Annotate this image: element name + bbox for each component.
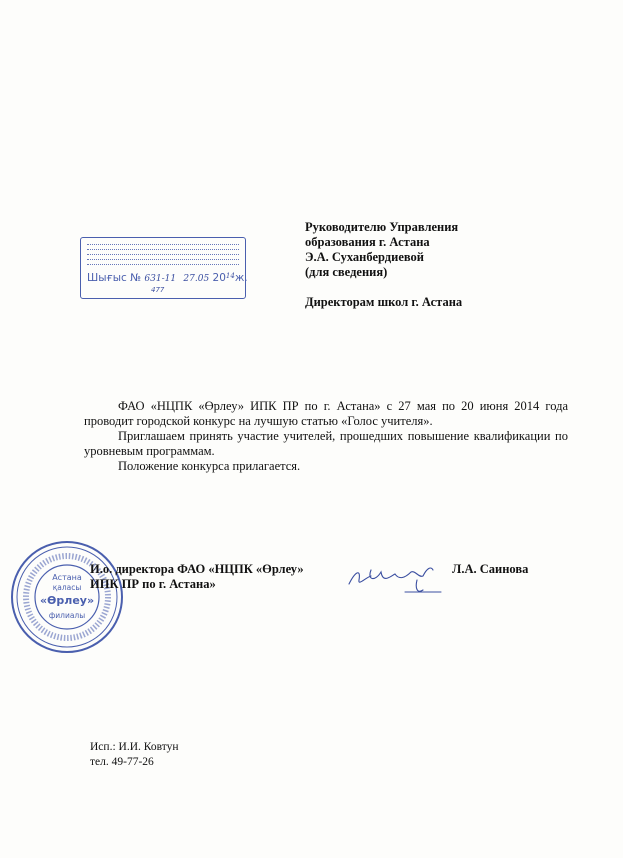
executor-footer [90, 740, 179, 770]
addressee-line: (для сведения) [305, 265, 388, 279]
svg-text:Астана: Астана [52, 573, 82, 582]
addressee-line: образования г. Астана [305, 235, 430, 249]
svg-text:«Өрлеу»: «Өрлеу» [39, 594, 95, 607]
addressee-line: Директорам школ г. Астана [305, 295, 463, 309]
letter-body [84, 399, 568, 474]
registration-number: Шығыс № 631-11 27.05 $20^{14}ж$. [87, 272, 248, 284]
svg-text:филиалы: филиалы [48, 611, 86, 620]
svg-text:қаласы: қаласы [52, 583, 82, 592]
paragraph: Положение конкурса прилагается. [118, 459, 301, 473]
handwritten-signature [345, 558, 445, 602]
addressee-line: Руководителю Управления [305, 220, 459, 234]
paragraph: Приглашаем принять участие учителей, прошедших повышение квалификации по уровневым программам. [84, 429, 568, 458]
paragraph: ФАО «НЦПК «Өрлеу» ИПК ПР по г. Астана» с 27 мая по 20 июня 2014 года проводит городской конкурс на лучшую статью «Голос учителя». [84, 399, 568, 428]
registration-stamp: Шығыс № 631-11 27.05 $20^{14}ж$. 477 [80, 237, 246, 299]
addressee-block [305, 220, 462, 310]
signatory-position: И.о. директора ФАО «НЦПК «Өрлеу» ИПК ПР по г. Астана» [90, 562, 304, 591]
executor-phone: тел. 49-77-26 [90, 756, 154, 768]
addressee-line: Э.А. Суханбердиевой [305, 250, 424, 264]
executor-name: Исп.: И.И. Ковтун [90, 741, 179, 753]
signatory-name: Л.А. Саинова [452, 562, 529, 576]
round-seal [10, 540, 124, 654]
